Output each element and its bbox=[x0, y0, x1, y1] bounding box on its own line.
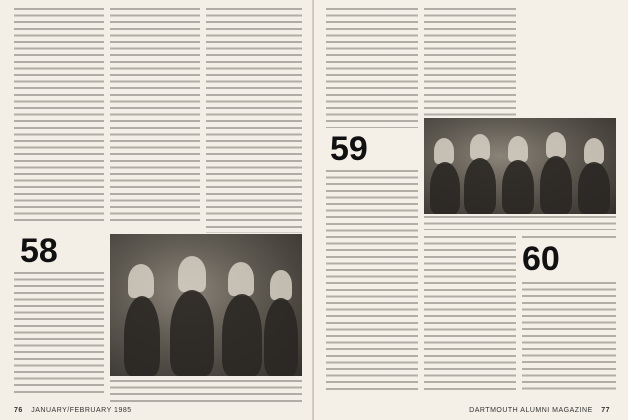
left-col-1-lower-text bbox=[14, 272, 104, 394]
group-photo-right-caption bbox=[424, 216, 616, 230]
right-col-2-lower-text bbox=[424, 236, 516, 394]
right-footer bbox=[469, 407, 616, 414]
issue-date: JANUARY/FEBRUARY 1985 bbox=[31, 407, 132, 414]
right-col-1-lower-text bbox=[326, 170, 418, 394]
right-page bbox=[314, 0, 628, 420]
group-photo-left bbox=[110, 234, 302, 376]
magazine-name: DARTMOUTH ALUMNI MAGAZINE bbox=[469, 407, 593, 414]
left-footer bbox=[14, 407, 132, 414]
group-photo-right bbox=[424, 118, 616, 214]
class-number-60: 60 bbox=[522, 240, 560, 278]
left-col-2-text bbox=[110, 8, 200, 226]
group-photo-left-caption bbox=[110, 380, 302, 404]
class-number-59: 59 bbox=[330, 130, 368, 168]
left-col-1-text bbox=[14, 8, 104, 226]
class-number-58: 58 bbox=[20, 232, 58, 270]
right-col-1-text bbox=[326, 8, 418, 128]
left-col-3-text bbox=[206, 8, 302, 233]
right-col-3-lower-text bbox=[522, 282, 616, 394]
right-page-number: 77 bbox=[601, 407, 610, 414]
right-col-2-text bbox=[424, 8, 516, 116]
left-page-number: 76 bbox=[14, 407, 23, 414]
